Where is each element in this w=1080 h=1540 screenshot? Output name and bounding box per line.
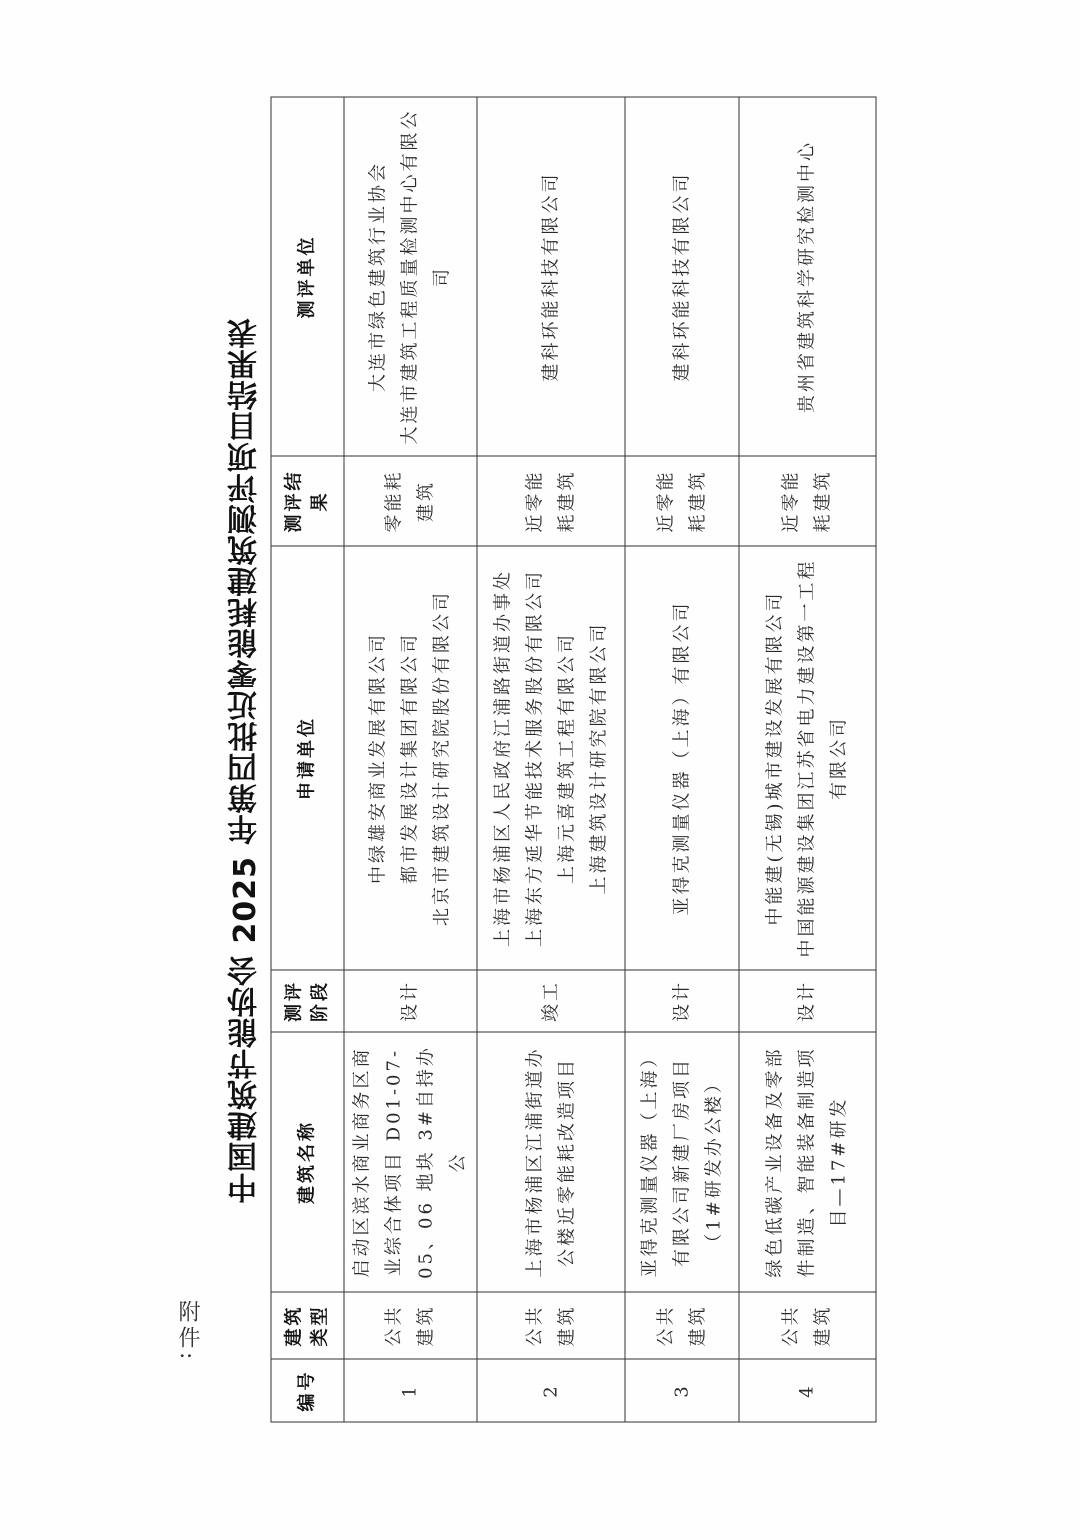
applicant-line: 中绿雄安商业发展有限公司 xyxy=(367,631,388,884)
applicant-line: 都市发展设计集团有限公司 xyxy=(399,631,420,884)
results-table-container xyxy=(270,97,855,1422)
table-header-row xyxy=(271,97,344,1422)
header-stage: 测评阶段 xyxy=(271,970,344,1032)
header-type: 建筑类型 xyxy=(271,1292,344,1359)
cell-stage: 设计 xyxy=(625,970,739,1032)
header-name: 建筑名称 xyxy=(271,1032,344,1292)
cell-name: 绿色低碳产业设备及零部件制造、智能装备制造项目—17#研发 xyxy=(739,1032,876,1292)
cell-no: 1 xyxy=(344,1359,477,1422)
applicant-line: 上海建筑设计研究院有限公司 xyxy=(587,621,609,894)
cell-no: 2 xyxy=(477,1359,625,1422)
cell-result: 近零能耗建筑 xyxy=(477,456,625,546)
cell-stage: 设计 xyxy=(344,970,477,1032)
cell-evaluator xyxy=(625,97,739,456)
cell-name: 启动区滨水商业商务区商业综合体项目 D01-07-05、06 地块 3#自持办公 xyxy=(344,1032,477,1292)
applicant-line: 北京市建筑设计研究院股份有限公司 xyxy=(431,589,452,926)
header-evaluator: 测评单位 xyxy=(271,97,344,456)
header-no: 编号 xyxy=(271,1359,344,1422)
applicant-line: 上海元喜建筑工程有限公司 xyxy=(555,631,577,884)
attachment-label: 附件: xyxy=(175,1300,200,1364)
cell-applicant xyxy=(739,546,876,970)
evaluator-line: 大连市建筑工程质量检测中心有限公司 xyxy=(399,108,452,444)
cell-name: 亚得克测量仪器（上海）有限公司新建厂房项目（1#研发办公楼） xyxy=(625,1032,739,1292)
document-title: 中国建筑节能协会 2025 年第四批近零能耗建筑测评项目结果表 xyxy=(228,317,263,1203)
cell-result: 零能耗建筑 xyxy=(344,456,477,546)
cell-stage: 竣工 xyxy=(477,970,625,1032)
applicant-line: 上海市杨浦区人民政府江浦路街道办事处 xyxy=(491,568,513,947)
results-table xyxy=(270,96,876,1422)
cell-stage: 设计 xyxy=(739,970,876,1032)
cell-type: 公共建筑 xyxy=(625,1292,739,1359)
header-applicant: 申请单位 xyxy=(271,546,344,970)
cell-evaluator xyxy=(739,97,876,456)
applicant-line: 中国能源建设集团江苏省电力建设第一工程有限公司 xyxy=(796,558,849,957)
evaluator-line: 建科环能科技有限公司 xyxy=(670,171,692,381)
cell-no: 4 xyxy=(739,1359,876,1422)
table-row xyxy=(477,97,625,1422)
cell-evaluator xyxy=(477,97,625,456)
applicant-line: 亚得克测量仪器（上海）有限公司 xyxy=(670,600,692,915)
cell-applicant xyxy=(477,546,625,970)
evaluator-line: 建科环能科技有限公司 xyxy=(539,171,561,381)
cell-result: 近零能耗建筑 xyxy=(739,456,876,546)
cell-no: 3 xyxy=(625,1359,739,1422)
cell-applicant xyxy=(344,546,477,970)
table-row xyxy=(625,97,739,1422)
table-row xyxy=(739,97,876,1422)
cell-result: 近零能耗建筑 xyxy=(625,456,739,546)
header-result: 测评结果 xyxy=(271,456,344,546)
applicant-line: 上海东方延华节能技术服务股份有限公司 xyxy=(523,568,545,947)
cell-type: 公共建筑 xyxy=(739,1292,876,1359)
cell-name: 上海市杨浦区江浦街道办公楼近零能耗改造项目 xyxy=(477,1032,625,1292)
evaluator-line: 贵州省建筑科学研究检测中心 xyxy=(796,139,817,413)
cell-type: 公共建筑 xyxy=(344,1292,477,1359)
cell-evaluator xyxy=(344,97,477,456)
cell-applicant xyxy=(625,546,739,970)
applicant-line: 中能建(无锡)城市建设发展有限公司 xyxy=(764,589,785,926)
cell-type: 公共建筑 xyxy=(477,1292,625,1359)
evaluator-line: 大连市绿色建筑行业协会 xyxy=(367,160,388,392)
table-row xyxy=(344,97,477,1422)
